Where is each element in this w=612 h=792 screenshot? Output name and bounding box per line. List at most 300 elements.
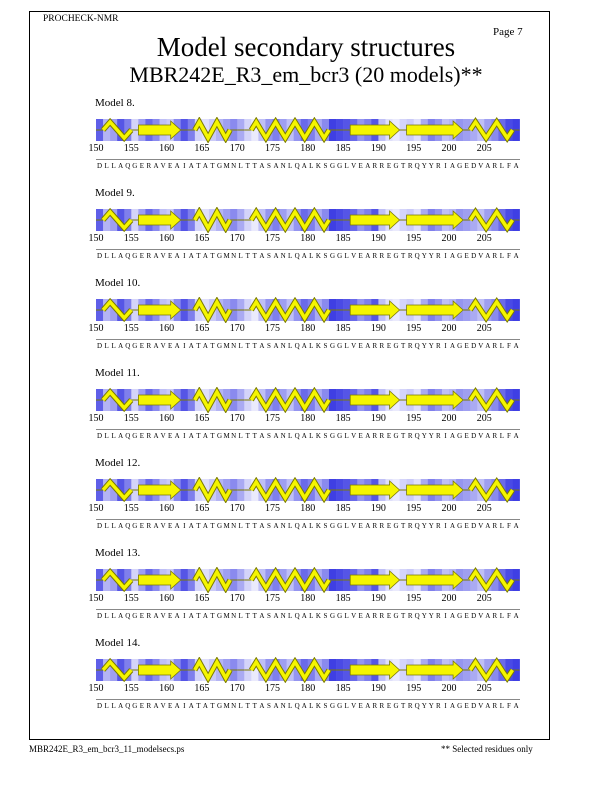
residue-tick-label: 150 — [88, 413, 104, 424]
residue-tick-label: 155 — [123, 683, 139, 694]
sequence-letter: S — [323, 342, 328, 350]
residue-tick-label: 185 — [335, 503, 351, 514]
sequence-letter: T — [210, 522, 215, 530]
sequence-letter: N — [231, 612, 237, 620]
sequence-letter: L — [499, 702, 505, 710]
residue-tick-label: 160 — [159, 593, 175, 604]
sequence-letter: A — [202, 342, 208, 350]
sequence-letter: Q — [294, 432, 300, 440]
sequence-letter: Q — [414, 432, 420, 440]
residue-tick-label: 180 — [300, 233, 316, 244]
sequence-letter: A — [202, 522, 208, 530]
sequence-letter: R — [379, 612, 385, 620]
sequence-letter: E — [464, 432, 469, 440]
sequence-letter: A — [485, 612, 491, 620]
sequence-row — [0, 612, 612, 622]
residue-tick-label: 185 — [335, 323, 351, 334]
residue-tick-label: 165 — [194, 323, 210, 334]
sequence-letter: T — [400, 252, 406, 260]
sequence-letter: L — [104, 522, 109, 530]
sequence-letter: R — [436, 162, 441, 170]
sequence-letter: L — [499, 612, 505, 620]
sequence-letter: A — [301, 612, 307, 620]
sequence-letter: L — [309, 612, 314, 620]
sequence-letter: R — [407, 612, 413, 620]
sequence-letter: G — [329, 522, 336, 530]
sequence-letter: I — [444, 432, 447, 440]
secondary-structure-track — [0, 117, 612, 143]
sequence-letter: G — [329, 432, 336, 440]
sequence-letter: A — [118, 522, 124, 530]
model-block — [0, 97, 612, 177]
sequence-letter: R — [407, 702, 413, 710]
residue-tick-label: 150 — [88, 233, 104, 244]
sequence-letter: L — [309, 432, 314, 440]
sequence-letter: L — [287, 522, 293, 530]
sequence-letter: L — [344, 612, 349, 620]
sequence-letter: R — [146, 522, 152, 530]
residue-tick-label: 205 — [476, 233, 492, 244]
residue-tick-label: 155 — [123, 233, 139, 244]
sequence-letter: T — [245, 522, 250, 530]
residue-tick-label: 165 — [194, 143, 210, 154]
sequence-letter: L — [499, 252, 505, 260]
sequence-letter: N — [280, 702, 286, 710]
sequence-letter: Q — [294, 342, 300, 350]
residue-axis — [0, 503, 612, 517]
residue-tick-label: 200 — [441, 413, 457, 424]
sequence-letter: G — [337, 702, 343, 710]
sequence-letter: I — [444, 522, 447, 530]
sequence-letter: A — [153, 702, 159, 710]
sequence-letter: D — [471, 522, 477, 530]
sequence-letter: A — [365, 612, 371, 620]
sequence-letter: G — [216, 252, 223, 260]
sequence-letter: A — [485, 162, 491, 170]
sequence-letter: T — [196, 522, 201, 530]
sequence-letter: A — [449, 702, 456, 710]
sequence-letter: G — [132, 432, 138, 440]
residue-tick-label: 195 — [406, 503, 422, 514]
sequence-letter: N — [231, 342, 237, 350]
sequence-letter: A — [174, 702, 180, 710]
residue-tick-label: 170 — [229, 143, 245, 154]
sequence-letter: G — [337, 522, 343, 530]
sequence-letter: G — [132, 612, 138, 620]
sequence-letter: T — [252, 342, 257, 350]
sequence-letter: T — [210, 612, 215, 620]
sequence-letter: E — [167, 252, 173, 260]
sequence-letter: L — [287, 252, 293, 260]
residue-tick-label: 165 — [194, 233, 210, 244]
sequence-letter: Q — [125, 162, 131, 170]
sequence-letter: Q — [125, 522, 131, 530]
secondary-structure-track — [0, 387, 612, 413]
sequence-letter: A — [449, 162, 456, 170]
residue-tick-label: 170 — [229, 593, 245, 604]
sequence-letter: Y — [428, 162, 434, 170]
sequence-letter: T — [196, 162, 201, 170]
sequence-letter: L — [104, 162, 109, 170]
sequence-letter: G — [337, 342, 343, 350]
sequence-letter: Q — [294, 522, 300, 530]
sequence-rule — [96, 609, 520, 610]
sequence-letter: R — [436, 252, 441, 260]
sequence-letter: E — [386, 252, 392, 260]
sequence-letter: T — [252, 162, 257, 170]
sequence-letter: K — [315, 522, 321, 530]
sequence-letter: F — [507, 432, 511, 440]
sequence-letter: K — [315, 432, 321, 440]
sequence-letter: D — [471, 162, 477, 170]
sequence-letter: S — [267, 252, 271, 260]
sequence-letter: A — [259, 522, 265, 530]
sequence-rule — [96, 699, 520, 700]
sequence-letter: A — [513, 342, 519, 350]
sequence-letter: A — [513, 162, 519, 170]
sequence-letter: T — [400, 162, 406, 170]
sequence-letter: Y — [428, 432, 434, 440]
residue-tick-label: 175 — [265, 323, 280, 334]
sequence-letter: T — [400, 612, 406, 620]
sequence-letter: I — [183, 612, 186, 620]
sequence-letter: A — [188, 342, 194, 350]
sequence-letter: A — [273, 702, 279, 710]
sequence-letter: I — [183, 342, 186, 350]
sequence-letter: N — [280, 342, 286, 350]
sequence-row — [0, 162, 612, 172]
residue-tick-label: 185 — [335, 593, 351, 604]
sequence-letter: S — [323, 522, 328, 530]
residue-tick-label: 180 — [300, 143, 316, 154]
sequence-letter: I — [183, 162, 186, 170]
sequence-letter: E — [464, 162, 469, 170]
sequence-letter: R — [379, 432, 385, 440]
sequence-letter: V — [351, 252, 357, 260]
residue-tick-label: 155 — [123, 143, 139, 154]
sequence-letter: A — [118, 432, 124, 440]
sequence-letter: G — [329, 252, 336, 260]
sequence-letter: N — [280, 162, 286, 170]
sequence-letter: V — [160, 522, 166, 530]
residue-tick-label: 180 — [300, 683, 316, 694]
sequence-letter: E — [139, 432, 145, 440]
sequence-letter: G — [337, 162, 343, 170]
sequence-letter: A — [174, 252, 180, 260]
sequence-letter: Y — [421, 612, 427, 620]
residue-axis — [0, 143, 612, 157]
sequence-letter: A — [485, 522, 491, 530]
residue-tick-label: 190 — [370, 143, 386, 154]
residue-tick-label: 195 — [406, 683, 422, 694]
sequence-letter: Q — [414, 702, 420, 710]
sequence-letter: I — [444, 612, 447, 620]
page-number: Page 7 — [493, 26, 523, 38]
sequence-letter: Y — [428, 702, 434, 710]
sequence-letter: T — [245, 612, 250, 620]
sequence-letter: T — [252, 432, 257, 440]
sequence-letter: D — [471, 432, 477, 440]
sequence-letter: G — [393, 612, 399, 620]
sequence-letter: G — [337, 252, 343, 260]
sequence-letter: E — [358, 522, 363, 530]
sequence-letter: L — [499, 342, 505, 350]
sequence-letter: T — [245, 162, 250, 170]
residue-tick-label: 175 — [265, 683, 280, 694]
sequence-letter: Y — [421, 702, 427, 710]
residue-tick-label: 160 — [159, 683, 175, 694]
sequence-letter: E — [139, 252, 145, 260]
sequence-letter: V — [351, 342, 357, 350]
sequence-letter: L — [238, 342, 243, 350]
sequence-letter: N — [231, 162, 237, 170]
sequence-letter: K — [315, 612, 321, 620]
sequence-letter: F — [507, 162, 511, 170]
sequence-letter: G — [393, 522, 399, 530]
sequence-letter: A — [449, 342, 456, 350]
sequence-letter: A — [273, 522, 279, 530]
sequence-letter: Q — [414, 342, 420, 350]
sequence-letter: A — [513, 432, 519, 440]
sequence-letter: N — [280, 432, 286, 440]
model-label: Model 10. — [95, 277, 141, 289]
sequence-letter: S — [267, 522, 271, 530]
sequence-letter: Y — [428, 522, 434, 530]
residue-tick-label: 195 — [406, 323, 422, 334]
sequence-letter: L — [104, 342, 109, 350]
sequence-letter: Q — [294, 612, 300, 620]
sequence-letter: A — [449, 612, 456, 620]
sequence-letter: T — [196, 702, 201, 710]
sequence-letter: E — [139, 612, 145, 620]
sequence-letter: G — [457, 612, 463, 620]
sequence-letter: V — [160, 702, 166, 710]
residue-tick-label: 150 — [88, 503, 104, 514]
sequence-letter: Q — [125, 432, 131, 440]
sequence-letter: L — [344, 522, 349, 530]
sequence-letter: Y — [421, 252, 427, 260]
sequence-letter: L — [238, 702, 243, 710]
sequence-letter: Q — [125, 702, 131, 710]
model-block — [0, 547, 612, 627]
sequence-letter: A — [174, 522, 180, 530]
residue-axis — [0, 593, 612, 607]
sequence-letter: G — [132, 522, 138, 530]
residue-tick-label: 175 — [265, 503, 280, 514]
sequence-letter: E — [167, 432, 173, 440]
sequence-letter: S — [323, 702, 328, 710]
sequence-letter: A — [449, 252, 456, 260]
sequence-letter: A — [273, 342, 279, 350]
sequence-letter: T — [400, 702, 406, 710]
sequence-letter: A — [202, 432, 208, 440]
program-name: PROCHECK-NMR — [43, 14, 119, 24]
sequence-letter: R — [372, 612, 378, 620]
sequence-letter: Q — [414, 162, 420, 170]
sequence-letter: D — [96, 612, 103, 620]
sequence-letter: V — [160, 252, 166, 260]
sequence-letter: V — [351, 162, 357, 170]
sequence-letter: A — [259, 702, 265, 710]
sequence-letter: M — [223, 522, 230, 530]
residue-tick-label: 205 — [476, 143, 492, 154]
sequence-letter: V — [160, 342, 166, 350]
sequence-letter: G — [457, 702, 463, 710]
sequence-letter: A — [174, 342, 180, 350]
sequence-letter: E — [358, 342, 363, 350]
sequence-letter: N — [280, 252, 286, 260]
residue-tick-label: 205 — [476, 323, 492, 334]
sequence-letter: L — [104, 702, 109, 710]
residue-tick-label: 155 — [123, 593, 139, 604]
residue-tick-label: 175 — [265, 143, 280, 154]
sequence-letter: R — [492, 522, 498, 530]
sequence-letter: A — [513, 252, 519, 260]
sequence-letter: L — [499, 432, 505, 440]
sequence-letter: R — [436, 342, 441, 350]
sequence-letter: A — [118, 702, 124, 710]
sequence-letter: A — [188, 702, 194, 710]
sequence-letter: T — [245, 342, 250, 350]
sequence-letter: G — [393, 702, 399, 710]
secondary-structure-track — [0, 297, 612, 323]
residue-tick-label: 150 — [88, 683, 104, 694]
residue-tick-label: 195 — [406, 143, 422, 154]
sequence-letter: S — [267, 162, 271, 170]
sequence-letter: R — [146, 342, 152, 350]
sequence-letter: M — [223, 162, 230, 170]
sequence-letter: Q — [294, 252, 300, 260]
sequence-letter: R — [146, 702, 152, 710]
sequence-letter: L — [111, 342, 116, 350]
sequence-letter: E — [167, 342, 173, 350]
sequence-letter: L — [238, 162, 243, 170]
sequence-letter: R — [492, 612, 498, 620]
sequence-letter: S — [323, 252, 328, 260]
model-block — [0, 277, 612, 357]
sequence-letter: M — [223, 252, 230, 260]
sequence-letter: L — [111, 252, 116, 260]
sequence-letter: G — [457, 432, 463, 440]
sequence-letter: R — [372, 162, 378, 170]
residue-tick-label: 150 — [88, 323, 104, 334]
sequence-letter: L — [309, 252, 314, 260]
sequence-letter: L — [309, 522, 314, 530]
sequence-letter: S — [323, 432, 328, 440]
residue-tick-label: 160 — [159, 503, 175, 514]
secondary-structure-track — [0, 657, 612, 683]
sequence-letter: D — [96, 252, 103, 260]
sequence-rule — [96, 159, 520, 160]
page-title: Model secondary structures — [156, 32, 456, 62]
sequence-letter: E — [386, 432, 392, 440]
residue-axis — [0, 233, 612, 247]
sequence-letter: T — [400, 342, 406, 350]
sequence-letter: F — [507, 252, 511, 260]
sequence-letter: E — [386, 342, 392, 350]
sequence-letter: A — [301, 162, 307, 170]
sequence-letter: A — [365, 432, 371, 440]
sequence-letter: L — [309, 162, 314, 170]
sequence-letter: L — [111, 702, 116, 710]
residue-tick-label: 185 — [335, 413, 351, 424]
sequence-letter: E — [139, 702, 145, 710]
sequence-letter: L — [499, 522, 505, 530]
secondary-structure-track — [0, 567, 612, 593]
sequence-letter: E — [386, 522, 392, 530]
sequence-letter: F — [507, 342, 511, 350]
sequence-rule — [96, 519, 520, 520]
sequence-letter: L — [111, 162, 116, 170]
sequence-letter: S — [267, 432, 271, 440]
sequence-letter: S — [323, 612, 328, 620]
sequence-letter: V — [478, 702, 484, 710]
sequence-letter: A — [513, 522, 519, 530]
sequence-letter: V — [478, 342, 484, 350]
residue-tick-label: 190 — [370, 323, 386, 334]
sequence-letter: E — [358, 162, 363, 170]
sequence-letter: R — [379, 702, 385, 710]
sequence-letter: R — [146, 432, 152, 440]
residue-tick-label: 195 — [406, 593, 422, 604]
sequence-letter: R — [372, 432, 378, 440]
sequence-letter: E — [139, 342, 145, 350]
sequence-letter: V — [478, 432, 484, 440]
sequence-letter: E — [358, 432, 363, 440]
sequence-row — [0, 702, 612, 712]
sequence-letter: A — [449, 522, 456, 530]
sequence-letter: A — [365, 342, 371, 350]
sequence-letter: L — [287, 342, 293, 350]
sequence-letter: R — [492, 432, 498, 440]
sequence-letter: E — [358, 612, 363, 620]
sequence-letter: A — [153, 612, 159, 620]
residue-tick-label: 170 — [229, 683, 245, 694]
sequence-letter: E — [386, 162, 392, 170]
sequence-letter: I — [183, 432, 186, 440]
residue-tick-label: 170 — [229, 323, 245, 334]
sequence-letter: A — [202, 702, 208, 710]
sequence-letter: V — [478, 252, 484, 260]
sequence-letter: Y — [421, 342, 427, 350]
sequence-letter: K — [315, 252, 321, 260]
residue-tick-label: 155 — [123, 323, 139, 334]
sequence-letter: T — [400, 522, 406, 530]
sequence-letter: T — [245, 252, 250, 260]
sequence-letter: A — [365, 522, 371, 530]
sequence-letter: G — [329, 162, 336, 170]
residue-tick-label: 200 — [441, 593, 457, 604]
sequence-letter: G — [457, 522, 463, 530]
residue-tick-label: 150 — [88, 593, 104, 604]
sequence-letter: E — [139, 522, 145, 530]
sequence-letter: N — [280, 612, 286, 620]
sequence-letter: R — [146, 252, 152, 260]
sequence-letter: L — [344, 342, 349, 350]
residue-tick-label: 185 — [335, 233, 351, 244]
sequence-letter: L — [238, 612, 243, 620]
sequence-letter: G — [132, 252, 138, 260]
sequence-letter: D — [96, 162, 103, 170]
sequence-letter: L — [287, 702, 293, 710]
residue-tick-label: 200 — [441, 503, 457, 514]
residue-tick-label: 165 — [194, 503, 210, 514]
model-block — [0, 187, 612, 267]
sequence-letter: L — [238, 432, 243, 440]
sequence-letter: A — [174, 432, 180, 440]
sequence-letter: G — [393, 432, 399, 440]
residue-tick-label: 205 — [476, 503, 492, 514]
